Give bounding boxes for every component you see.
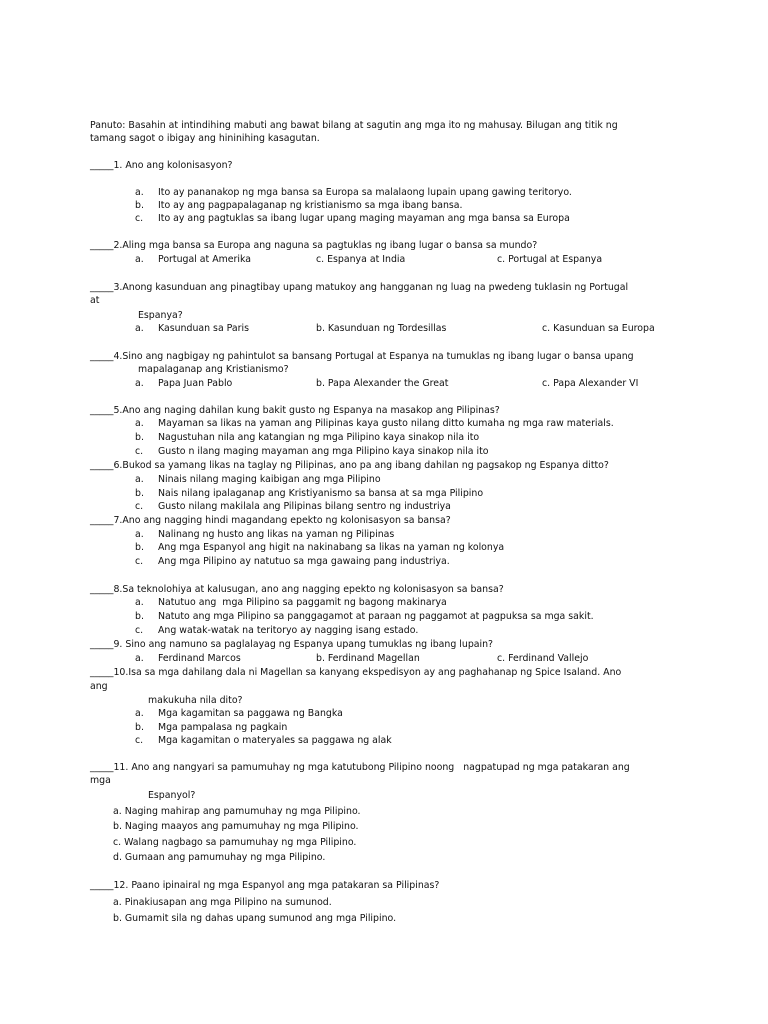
q3-choice-a: Kasunduan sa Paris	[158, 323, 249, 334]
q4-choice-a: Papa Juan Pablo	[158, 378, 233, 389]
q7-choice-a-letter: a.	[135, 529, 144, 540]
q6-choice-c-letter: c.	[135, 501, 144, 512]
q7-choice-c: Ang mga Pilipino ay natutuo sa mga gawaing pang industriya.	[158, 556, 450, 567]
q8-choice-c: Ang watak-watak na teritoryo ay nagging isang estado.	[158, 625, 419, 636]
q8-choice-b: Natuto ang mga Pilipino sa panggagamot at paraan ng paggamot at pagpuksa sa mga sakit.	[158, 611, 594, 622]
q5-choice-a-letter: a.	[135, 418, 144, 429]
q5-choice-b-letter: b.	[135, 432, 144, 443]
question-3: _____3.Anong kasunduan ang pinagtibay upang matukoy ang hangganan ng luag na pwedeng tuklasin ng Portugal	[90, 282, 629, 293]
question-4-continued: mapalaganap ang Kristianismo?	[138, 364, 289, 375]
q1-choice-b: Ito ay ang pagpapalaganap ng kristianismo sa mga ibang bansa.	[158, 200, 463, 211]
q2-choice-c-second: c. Portugal at Espanya	[497, 254, 603, 265]
q6-choice-b: Nais nilang ipalaganap ang Kristiyanismo sa bansa at sa mga Pilipino	[158, 488, 484, 499]
question-8: _____8.Sa teknolohiya at kalusugan, ano ang nagging epekto ng kolonisasyon sa bansa?	[90, 584, 504, 595]
q1-choice-c: Ito ay ang pagtuklas sa ibang lugar upang maging mayaman ang mga bansa sa Europa	[158, 213, 570, 224]
q1-choice-b-letter: b.	[135, 200, 144, 211]
q10-choice-b: Mga pampalasa ng pagkain	[158, 722, 288, 733]
question-10-continued: makukuha nila dito?	[148, 695, 243, 706]
question-10: _____10.Isa sa mga dahilang dala ni Magellan sa kanyang ekspedisyon ay ang paghahanap ng Spice Isaland. Ano	[90, 667, 622, 678]
q12-choice-a: a. Pinakiusapan ang mga Pilipino na sumunod.	[113, 897, 332, 908]
q9-choice-b: b. Ferdinand Magellan	[316, 653, 420, 664]
q4-choice-b: b. Papa Alexander the Great	[316, 378, 449, 389]
q7-choice-a: Nalinang ng husto ang likas na yaman ng Pilipinas	[158, 529, 395, 540]
question-6: _____6.Bukod sa yamang likas na taglay ng Pilipinas, ano pa ang ibang dahilan ng pagsakop ng Espanya ditto?	[90, 460, 609, 471]
q9-choice-a: Ferdinand Marcos	[158, 653, 241, 664]
q8-choice-a-letter: a.	[135, 597, 144, 608]
q10-choice-a: Mga kagamitan sa paggawa ng Bangka	[158, 708, 343, 719]
q11-choice-d: d. Gumaan ang pamumuhay ng mga Pilipino.	[113, 852, 326, 863]
q8-choice-a: Natutuo ang mga Pilipino sa paggamit ng bagong makinarya	[158, 597, 447, 608]
instructions-line-1: Panuto: Basahin at intindihing mabuti ang bawat bilang at sagutin ang mga ito ng mahusay. Bilugan ang titik ng	[90, 120, 618, 131]
q10-choice-b-letter: b.	[135, 722, 144, 733]
q1-choice-a: Ito ay pananakop ng mga bansa sa Europa sa malalaong lupain upang gawing teritoryo.	[158, 187, 572, 198]
q10-choice-c-letter: c.	[135, 735, 144, 746]
q2-choice-a: Portugal at Amerika	[158, 254, 251, 265]
q6-choice-a-letter: a.	[135, 474, 144, 485]
q8-choice-b-letter: b.	[135, 611, 144, 622]
q4-choice-a-letter: a.	[135, 378, 144, 389]
question-11: _____11. Ano ang nangyari sa pamumuhay ng mga katutubong Pilipino noong nagpatupad ng mga patakaran ang	[90, 762, 630, 773]
question-5: _____5.Ano ang naging dahilan kung bakit gusto ng Espanya na masakop ang Pilipinas?	[90, 405, 500, 416]
q5-choice-c: Gusto n ilang maging mayaman ang mga Pilipino kaya sinakop nila ito	[158, 446, 489, 457]
q7-choice-b: Ang mga Espanyol ang higit na nakinabang sa likas na yaman ng kolonya	[158, 542, 505, 553]
q1-choice-c-letter: c.	[135, 213, 144, 224]
question-11-wrap: mga	[90, 775, 111, 786]
q8-choice-c-letter: c.	[135, 625, 144, 636]
q7-choice-c-letter: c.	[135, 556, 144, 567]
question-11-continued: Espanyol?	[148, 790, 196, 801]
q9-choice-c: c. Ferdinand Vallejo	[497, 653, 589, 664]
q1-choice-a-letter: a.	[135, 187, 144, 198]
q2-choice-c-first: c. Espanya at India	[316, 254, 406, 265]
q5-choice-a: Mayaman sa likas na yaman ang Pilipinas kaya gusto nilang ditto kumaha ng mga raw materials.	[158, 418, 614, 429]
q10-choice-c: Mga kagamitan o materyales sa paggawa ng alak	[158, 735, 392, 746]
q3-choice-c: c. Kasunduan sa Europa	[542, 323, 655, 334]
q7-choice-b-letter: b.	[135, 542, 144, 553]
question-7: _____7.Ano ang nagging hindi magandang epekto ng kolonisasyon sa bansa?	[90, 515, 451, 526]
question-3-continued: Espanya?	[138, 310, 183, 321]
q3-choice-b: b. Kasunduan ng Tordesillas	[316, 323, 447, 334]
q9-choice-a-letter: a.	[135, 653, 144, 664]
q5-choice-b: Nagustuhan nila ang katangian ng mga Pilipino kaya sinakop nila ito	[158, 432, 480, 443]
q11-choice-b: b. Naging maayos ang pamumuhay ng mga Pilipino.	[113, 821, 359, 832]
instructions-line-2: tamang sagot o ibigay ang hininihing kasagutan.	[90, 133, 320, 144]
q2-choice-a-letter: a.	[135, 254, 144, 265]
question-10-wrap: ang	[90, 681, 108, 692]
q5-choice-c-letter: c.	[135, 446, 144, 457]
q3-choice-a-letter: a.	[135, 323, 144, 334]
q11-choice-c: c. Walang nagbago sa pamumuhay ng mga Pilipino.	[113, 837, 357, 848]
question-2: _____2.Aling mga bansa sa Europa ang naguna sa pagtuklas ng ibang lugar o bansa sa mundo?	[90, 240, 538, 251]
q11-choice-a: a. Naging mahirap ang pamumuhay ng mga Pilipino.	[113, 806, 361, 817]
q6-choice-b-letter: b.	[135, 488, 144, 499]
q10-choice-a-letter: a.	[135, 708, 144, 719]
q4-choice-c: c. Papa Alexander VI	[542, 378, 639, 389]
question-3-wrap: at	[90, 295, 100, 306]
q6-choice-a: Ninais nilang maging kaibigan ang mga Pilipino	[158, 474, 381, 485]
q12-choice-b: b. Gumamit sila ng dahas upang sumunod ang mga Pilipino.	[113, 913, 397, 924]
q6-choice-c: Gusto nilang makilala ang Pilipinas bilang sentro ng industriya	[158, 501, 451, 512]
question-12: _____12. Paano ipinairal ng mga Espanyol ang mga patakaran sa Pilipinas?	[90, 880, 440, 891]
question-1: _____1. Ano ang kolonisasyon?	[90, 160, 233, 171]
question-4: _____4.Sino ang nagbigay ng pahintulot sa bansang Portugal at Espanya na tumuklas ng ibang lugar o bansa upang	[90, 351, 634, 362]
question-9: _____9. Sino ang namuno sa paglalayag ng Espanya upang tumuklas ng ibang lupain?	[90, 639, 494, 650]
